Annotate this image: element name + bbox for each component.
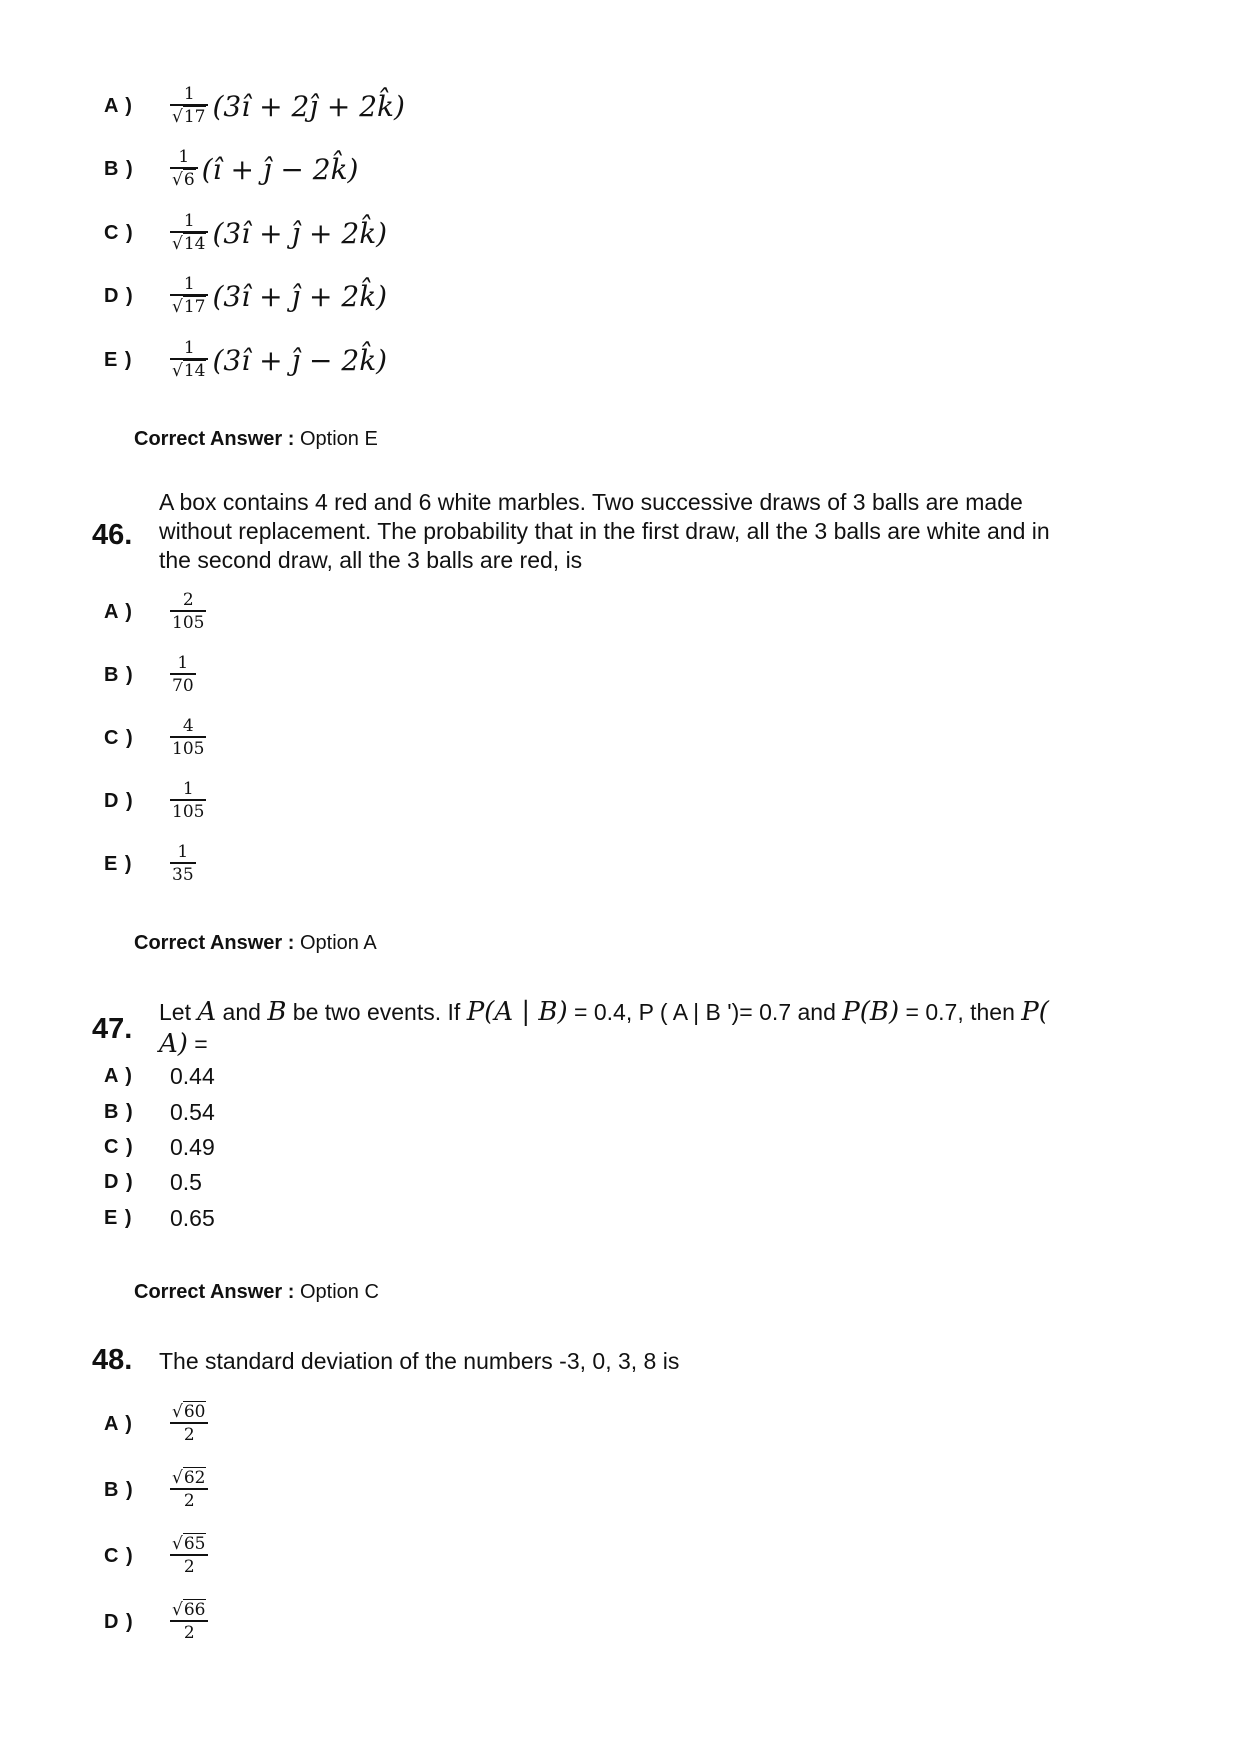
q46-option-a[interactable]	[104, 592, 206, 632]
q45-option-a[interactable]	[104, 86, 405, 126]
q47-option-c[interactable]	[104, 1127, 215, 1167]
fraction-numerator: 2	[182, 590, 194, 611]
option-letter: B )	[104, 1100, 134, 1123]
fraction-numerator: 1	[177, 842, 189, 863]
question-line: the second draw, all the 3 balls are red, is	[159, 547, 583, 573]
answer-label: Correct Answer :	[134, 932, 295, 954]
q46-option-b[interactable]	[104, 655, 196, 695]
q47-option-e[interactable]	[104, 1198, 215, 1238]
q47-option-a[interactable]	[104, 1056, 215, 1096]
fraction	[170, 716, 206, 760]
q46-option-e[interactable]	[104, 844, 196, 884]
option-letter: A )	[104, 94, 133, 117]
option-letter: A )	[104, 600, 133, 623]
option-value: 0.49	[170, 1133, 215, 1160]
q48-text: The standard deviation of the numbers -3, 0, 3, 8 is	[159, 1348, 680, 1374]
fraction	[170, 1534, 208, 1578]
fraction-denominator: 35	[172, 864, 194, 885]
fraction-numerator: 1	[183, 211, 195, 232]
q47-text	[159, 996, 1149, 1060]
q47-number: 47.	[92, 1013, 133, 1045]
q48-option-d[interactable]	[104, 1598, 208, 1646]
fraction-denominator: 70	[172, 675, 194, 696]
question-line: A box contains 4 red and 6 white marbles. Two successive draws of 3 balls are made	[159, 489, 1023, 515]
question-line: without replacement. The probability that in the first draw, all the 3 balls are white and in	[159, 518, 1050, 544]
answer-value: Option A	[299, 932, 377, 954]
option-letter: C )	[104, 1544, 134, 1567]
vector-expression: (î + ĵ − 2k̂)	[201, 152, 359, 186]
q47-option-d[interactable]	[104, 1162, 202, 1202]
q48-option-a[interactable]	[104, 1400, 208, 1448]
vector-expression: (3î + ĵ − 2k̂)	[212, 343, 388, 377]
fraction-denominator: 105	[172, 612, 205, 633]
fraction-denominator	[170, 169, 198, 191]
option-letter: E )	[104, 348, 133, 371]
fraction	[170, 842, 196, 886]
q48-option-b[interactable]	[104, 1466, 208, 1514]
fraction-numerator: 1	[178, 147, 190, 168]
option-letter: D )	[104, 1170, 134, 1193]
fraction-denominator: 105	[172, 801, 205, 822]
radicand: 62	[183, 1468, 206, 1489]
option-letter: D )	[104, 1610, 134, 1633]
q48-number: 48.	[92, 1344, 133, 1376]
fraction-denominator	[170, 233, 208, 255]
q46-option-c[interactable]	[104, 718, 206, 758]
coefficient-fraction	[170, 211, 208, 255]
fraction-denominator: 2	[183, 1490, 195, 1511]
q45-option-d[interactable]	[104, 276, 387, 316]
fraction-denominator	[170, 360, 208, 382]
q46-number: 46.	[92, 519, 133, 551]
fraction-numerator: 1	[183, 84, 195, 105]
radicand: 14	[183, 233, 206, 254]
math-var-b: B	[267, 997, 287, 1027]
vector-expression: (3î + ĵ + 2k̂)	[212, 279, 388, 313]
option-letter: E )	[104, 852, 133, 875]
radicand: 60	[183, 1402, 206, 1423]
fraction-numerator: 1	[183, 338, 195, 359]
vector-expression: (3î + ĵ + 2k̂)	[212, 216, 388, 250]
option-value: 0.65	[170, 1204, 215, 1231]
option-letter: B )	[104, 663, 134, 686]
vector-expression: (3î + 2ĵ + 2k̂)	[212, 89, 405, 123]
q48-option-c[interactable]	[104, 1532, 208, 1580]
fraction-numerator: 4	[182, 716, 194, 737]
q45-option-e[interactable]	[104, 340, 387, 380]
answer-label: Correct Answer :	[134, 428, 295, 450]
math-prob-a-given-b: P(A | B)	[466, 997, 568, 1027]
text-segment: be two events. If	[286, 999, 467, 1025]
fraction-numerator: 1	[177, 653, 189, 674]
option-letter: C )	[104, 726, 134, 749]
math-prob-open: P(	[1021, 997, 1049, 1027]
coefficient-fraction	[170, 147, 198, 191]
radicand: 66	[183, 1600, 206, 1621]
radicand: 14	[183, 360, 206, 381]
fraction-numerator	[170, 1402, 208, 1422]
fraction	[170, 1600, 208, 1644]
coefficient-fraction	[170, 84, 208, 128]
answer-value: Option C	[299, 1281, 379, 1303]
q47-option-b[interactable]	[104, 1092, 215, 1132]
coefficient-fraction	[170, 274, 208, 318]
option-value: 0.54	[170, 1098, 215, 1125]
math-var-a: A	[197, 997, 217, 1027]
coefficient-fraction	[170, 338, 208, 382]
answer-value: Option E	[299, 428, 378, 450]
fraction-denominator: 2	[183, 1556, 195, 1577]
fraction	[170, 1468, 208, 1512]
radicand: 17	[183, 106, 206, 127]
option-value: 0.5	[170, 1168, 202, 1195]
text-segment: and	[216, 999, 268, 1025]
q45-option-b[interactable]	[104, 149, 358, 189]
option-letter: A )	[104, 1412, 133, 1435]
option-value: 0.44	[170, 1062, 215, 1089]
radicand: 6	[183, 169, 195, 190]
option-letter: D )	[104, 284, 134, 307]
fraction-denominator	[170, 106, 208, 128]
fraction	[170, 653, 196, 697]
fraction-numerator	[170, 1534, 208, 1554]
option-letter: E )	[104, 1206, 133, 1229]
radicand: 65	[183, 1534, 206, 1555]
text-segment: = 0.7, then	[899, 999, 1022, 1025]
q46-text	[159, 488, 1149, 575]
fraction-denominator: 105	[172, 738, 205, 759]
option-letter: B )	[104, 157, 134, 180]
radicand: 17	[183, 296, 206, 317]
q45-option-c[interactable]	[104, 213, 387, 253]
fraction-numerator	[170, 1600, 208, 1620]
math-var-a-close: A)	[159, 1029, 188, 1059]
fraction-numerator: 1	[183, 274, 195, 295]
q47-correct-answer	[134, 1281, 379, 1304]
q46-option-d[interactable]	[104, 781, 206, 821]
fraction	[170, 779, 206, 823]
option-letter: A )	[104, 1064, 133, 1087]
text-segment: = 0.4, P ( A | B ')= 0.7 and	[567, 999, 843, 1025]
text-segment: =	[187, 1031, 208, 1057]
fraction-numerator	[170, 1468, 208, 1488]
answer-label: Correct Answer :	[134, 1281, 295, 1303]
option-letter: C )	[104, 1135, 134, 1158]
math-prob-b: P(B)	[842, 997, 900, 1027]
option-letter: D )	[104, 789, 134, 812]
option-letter: B )	[104, 1478, 134, 1501]
fraction-denominator: 2	[183, 1424, 195, 1445]
fraction	[170, 590, 206, 634]
fraction-denominator	[170, 296, 208, 318]
q46-correct-answer	[134, 932, 377, 955]
option-letter: C )	[104, 221, 134, 244]
fraction-denominator: 2	[183, 1622, 195, 1643]
q45-correct-answer	[134, 428, 378, 451]
fraction-numerator: 1	[182, 779, 194, 800]
fraction	[170, 1402, 208, 1446]
text-segment: Let	[159, 999, 198, 1025]
